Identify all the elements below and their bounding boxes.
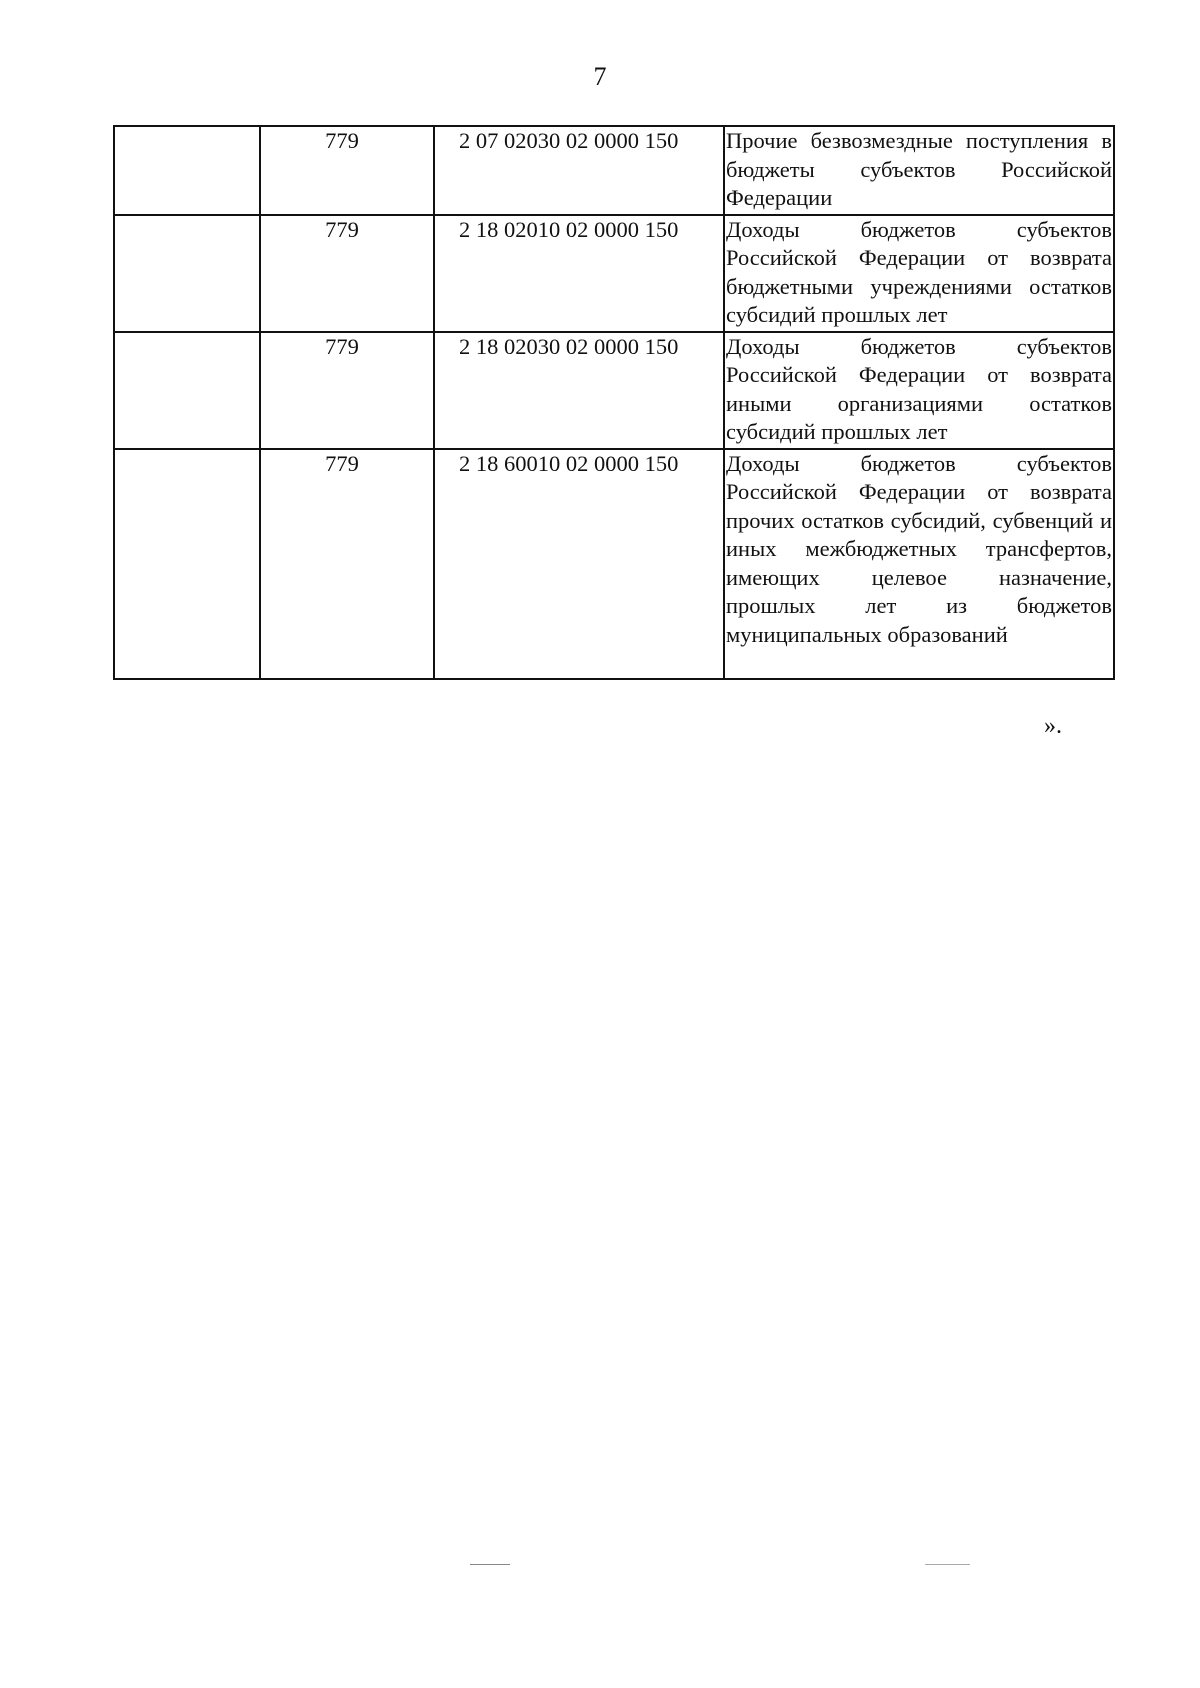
- table-row: [114, 449, 1114, 679]
- revenue-codes-table: [113, 125, 1115, 680]
- description-cell: Доходы бюджетов субъектов Российской Федерации от возврата прочих остатков субсидий, субвенций и иных межбюджетных трансфертов, имеющих целевое назначение, прошлых лет из бюджетов муниципальных образований: [724, 449, 1114, 679]
- admin-code-cell: 779: [260, 332, 434, 449]
- admin-code-cell: 779: [260, 215, 434, 332]
- empty-cell: [114, 449, 260, 679]
- kbk-code-cell: 2 18 02030 02 0000 150: [434, 332, 724, 449]
- description-cell: Доходы бюджетов субъектов Российской Федерации от возврата бюджетными учреждениями остатков субсидий прошлых лет: [724, 215, 1114, 332]
- admin-code-cell: 779: [260, 126, 434, 215]
- table-row: [114, 126, 1114, 215]
- scan-artifact: [470, 1564, 510, 1565]
- empty-cell: [114, 126, 260, 215]
- page-number: 7: [593, 62, 607, 91]
- scan-artifact: [925, 1564, 970, 1565]
- kbk-code-cell: 2 18 02010 02 0000 150: [434, 215, 724, 332]
- description-cell: Доходы бюджетов субъектов Российской Федерации от возврата иными организациями остатков субсидий прошлых лет: [724, 332, 1114, 449]
- table-row: [114, 215, 1114, 332]
- closing-quote-mark: ».: [1044, 713, 1062, 739]
- admin-code-cell: 779: [260, 449, 434, 679]
- kbk-code-cell: 2 07 02030 02 0000 150: [434, 126, 724, 215]
- description-cell: Прочие безвозмездные поступления в бюджеты субъектов Российской Федерации: [724, 126, 1114, 215]
- empty-cell: [114, 215, 260, 332]
- kbk-code-cell: 2 18 60010 02 0000 150: [434, 449, 724, 679]
- table-row: [114, 332, 1114, 449]
- empty-cell: [114, 332, 260, 449]
